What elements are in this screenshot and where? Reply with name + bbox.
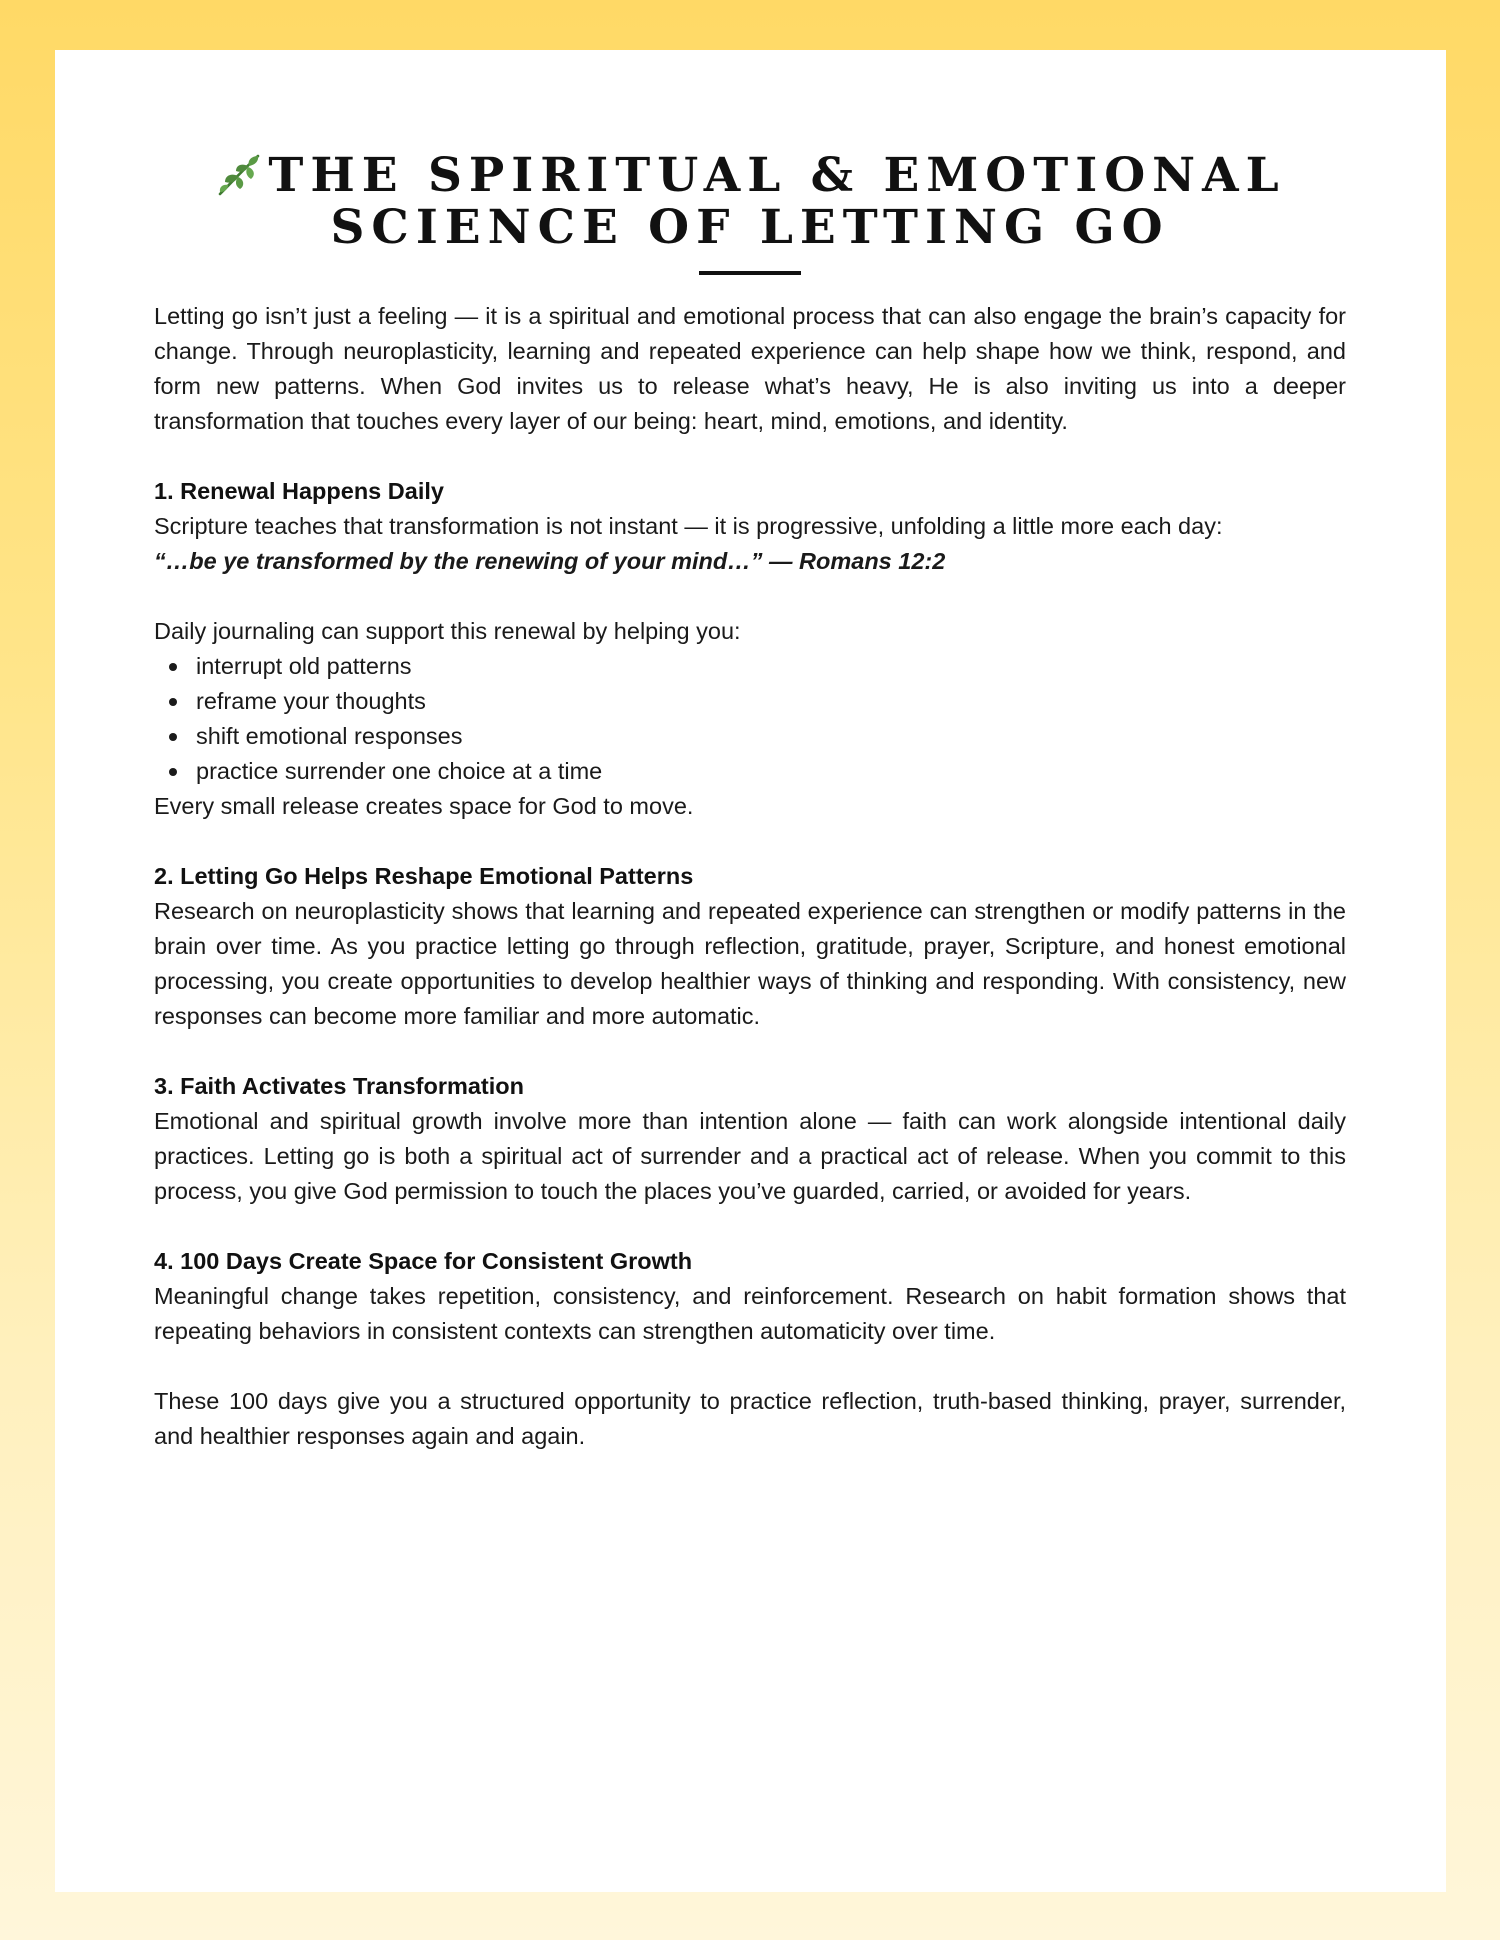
section-1-closing: Every small release creates space for God to move. (154, 793, 694, 819)
section-4-closing: These 100 days give you a structured opportunity to practice reflection, truth-based thinking, prayer, surrender, and healthier responses again and again. (154, 1388, 1346, 1449)
title-line-2: SCIENCE OF LETTING GO (330, 200, 1170, 255)
bullet-icon (169, 698, 177, 706)
section-3-body: Emotional and spiritual growth involve more than intention alone — faith can work alongside intentional daily practices. Letting go is both a spiritual act of surrender and a practical act of release. When you commit to this process, you give God permission to touch the places you’ve guarded, carried, or avoided for years. (154, 1108, 1346, 1204)
list-item-text: shift emotional responses (196, 723, 463, 749)
spacer (154, 439, 1346, 474)
spacer (154, 579, 1346, 614)
list-item (196, 754, 1346, 789)
section-emotional-patterns (154, 859, 1346, 1034)
list-item (196, 719, 1346, 754)
section-100-days (154, 1244, 1346, 1454)
practice-list (154, 649, 1346, 789)
list-item-text: reframe your thoughts (196, 688, 426, 714)
scripture-quote: “…be ye transformed by the renewing of your mind…” — Romans 12:2 (154, 548, 946, 574)
document-page (55, 50, 1446, 1892)
section-1-body: Scripture teaches that transformation is not instant — it is progressive, unfolding a little more each day: (154, 513, 1223, 539)
title-line-1 (154, 150, 1346, 202)
title-underline (699, 271, 801, 275)
list-intro: Daily journaling can support this renewal by helping you: (154, 618, 741, 644)
title-text-1: THE SPIRITUAL & EMOTIONAL (268, 148, 1286, 203)
section-faith (154, 1069, 1346, 1209)
leaf-sprig-icon (214, 151, 266, 197)
document-body (154, 299, 1346, 1454)
section-4-body: Meaningful change takes repetition, consistency, and reinforcement. Research on habit formation shows that repeating behaviors in consistent contexts can strengthen automaticity over time. (154, 1283, 1346, 1344)
title-block (154, 50, 1346, 275)
intro-paragraph: Letting go isn’t just a feeling — it is a spiritual and emotional process that can also engage the brain’s capacity for change. Through neuroplasticity, learning and repeated experience can help shape how we think, respond, and form new patterns. When God invites us to release what’s heavy, He is also inviting us into a deeper transformation that touches every layer of our being: heart, mind, emotions, and identity. (154, 303, 1346, 434)
list-item-text: practice surrender one choice at a time (196, 758, 603, 784)
bullet-icon (169, 663, 177, 671)
section-3-heading: 3. Faith Activates Transformation (154, 1073, 524, 1099)
section-2-body: Research on neuroplasticity shows that learning and repeated experience can strengthen or modify patterns in the brain over time. As you practice letting go through reflection, gratitude, prayer, Scripture, and honest emotional processing, you create opportunities to develop healthier ways of thinking and responding. With consistency, new responses can become more familiar and more automatic. (154, 898, 1346, 1029)
section-1-heading: 1. Renewal Happens Daily (154, 478, 444, 504)
section-2-heading: 2. Letting Go Helps Reshape Emotional Patterns (154, 863, 694, 889)
section-renewal (154, 474, 1346, 824)
spacer (154, 1034, 1346, 1069)
spacer (154, 1349, 1346, 1384)
spacer (154, 1209, 1346, 1244)
bullet-icon (169, 733, 177, 741)
list-item-text: interrupt old patterns (196, 653, 412, 679)
list-item (196, 649, 1346, 684)
section-4-heading: 4. 100 Days Create Space for Consistent Growth (154, 1248, 693, 1274)
page-title (154, 150, 1346, 254)
bullet-icon (169, 768, 177, 776)
list-item (196, 684, 1346, 719)
spacer (154, 824, 1346, 859)
